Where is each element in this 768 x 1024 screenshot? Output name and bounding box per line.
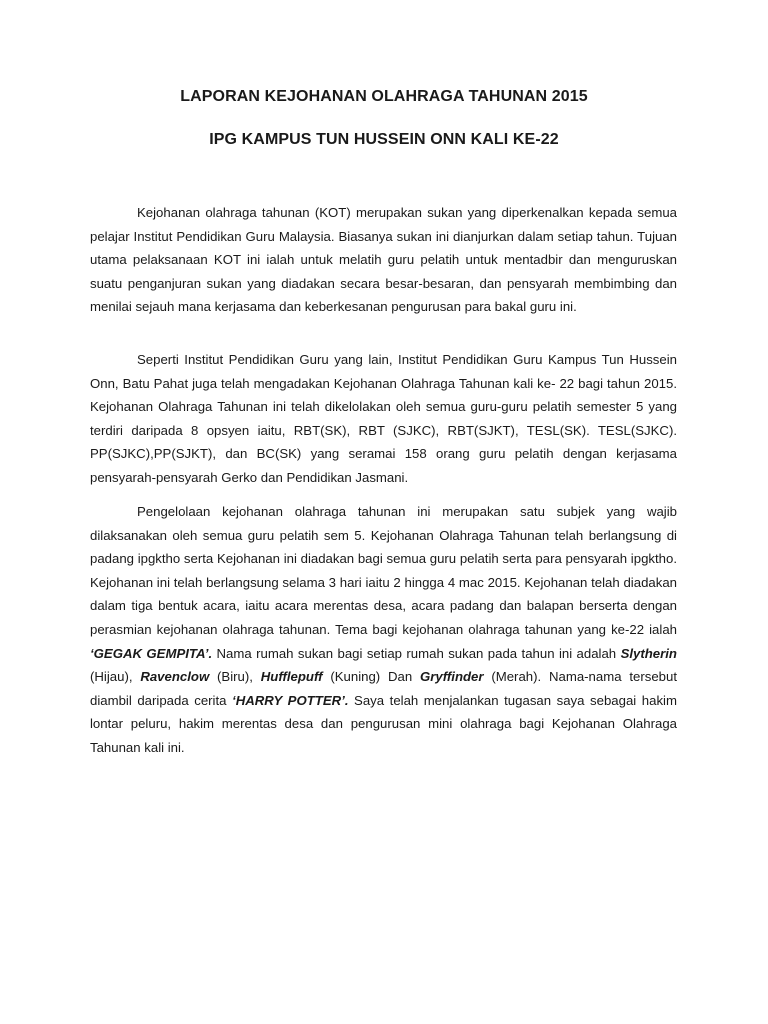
- paragraph-3: [90, 500, 677, 760]
- paragraph-3-segment: Nama rumah sukan bagi setiap rumah sukan pada tahun ini adalah: [212, 645, 621, 661]
- paragraph-2: [90, 348, 677, 490]
- house-name-slytherin: Slytherin: [620, 645, 677, 661]
- paragraph-3-segment: Saya telah menjalankan tugasan saya sebagai hakim lontar peluru, hakim merentas desa dan pengurusan mini olahraga bagi Kejohanan Olahraga Tahunan kali ini.: [90, 692, 677, 755]
- paragraph-2-text: Seperti Institut Pendidikan Guru yang lain, Institut Pendidikan Guru Kampus Tun Hussein Onn, Batu Pahat juga telah mengadakan Kejohanan Olahraga Tahunan kali ke- 22 bagi tahun 2015. Kejohanan Olahraga Tahunan ini telah dikelolakan oleh semua guru-guru pelatih semester 5 yang terdiri daripada 8 opsyen iaitu, RBT(SK), RBT (SJKC), RBT(SJKT), TESL(SK). TESL(SJKC). PP(SJKC),PP(SJKT), dan BC(SK) yang seramai 158 orang guru pelatih dengan kerjasama pensyarah-pensyarah Gerko dan Pendidikan Jasmani.: [90, 352, 677, 485]
- paragraph-3-segment: (Kuning) Dan: [322, 669, 421, 685]
- house-name-ravenclow: Ravenclow: [140, 669, 210, 685]
- paragraph-3-segment: Pengelolaan kejohanan olahraga tahunan ini merupakan satu subjek yang wajib dilaksanakan oleh semua guru pelatih sem 5. Kejohanan Olahraga Tahunan telah berlangsung di padang ipgktho serta Kejohanan ini diadakan bagi semua guru pelatih serta para pensyarah ipgktho. Kejohanan ini telah berlangsung selama 3 hari iaitu 2 hingga 4 mac 2015. Kejohanan telah diadakan dalam tiga bentuk acara, iaitu acara merentas desa, acara padang dan balapan berserta dengan perasmian kejohanan olahraga tahunan. Tema bagi kejohanan olahraga tahunan yang ke-22 ialah: [90, 504, 677, 637]
- paragraph-3-text: [90, 500, 677, 760]
- report-subtitle: IPG KAMPUS TUN HUSSEIN ONN KALI KE-22: [209, 131, 559, 148]
- house-name-hufflepuff: Hufflepuff: [260, 669, 323, 685]
- theme-name: ‘GEGAK GEMPITA’.: [90, 645, 213, 661]
- paragraph-1: [90, 201, 677, 319]
- paragraph-3-segment: (Biru),: [209, 669, 261, 685]
- paragraph-3-segment: (Merah). Nama-nama tersebut diambil daripada cerita: [90, 669, 677, 708]
- paragraph-1-text: Kejohanan olahraga tahunan (KOT) merupakan sukan yang diperkenalkan kepada semua pelajar Institut Pendidikan Guru Malaysia. Biasanya sukan ini dianjurkan dalam setiap tahun. Tujuan utama pelaksanaan KOT ini ialah untuk melatih guru pelatih untuk mentadbir dan menguruskan suatu penganjuran sukan yang diadakan secara besar-besaran, dan pensyarah membimbing dan menilai sejauh mana kerjasama dan keberkesanan pengurusan para bakal guru ini.: [90, 205, 677, 315]
- house-name-gryffinder: Gryffinder: [420, 669, 484, 685]
- book-title: ‘HARRY POTTER’.: [232, 692, 349, 708]
- report-title: LAPORAN KEJOHANAN OLAHRAGA TAHUNAN 2015: [180, 88, 588, 105]
- paragraph-3-segment: (Hijau),: [90, 669, 141, 685]
